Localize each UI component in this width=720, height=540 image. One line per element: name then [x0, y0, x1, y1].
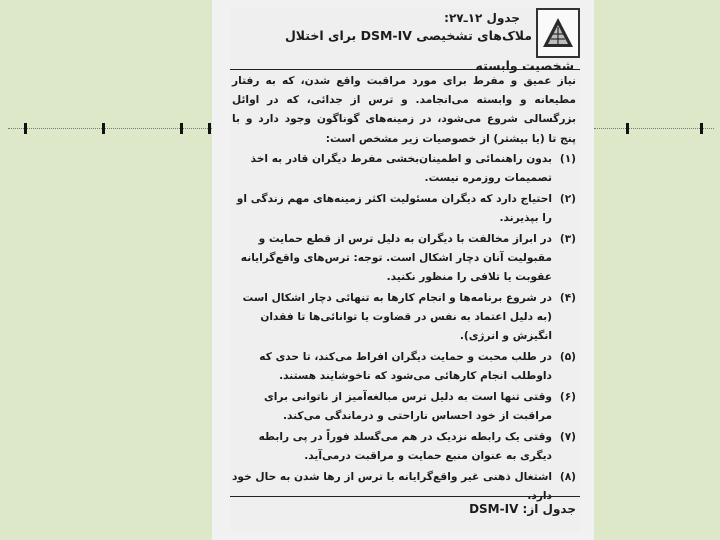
- logo-box: [536, 8, 580, 58]
- item-number: (۲): [559, 193, 576, 205]
- item-text: بدون راهنمائی و اطمینان‌بخشی مفرط دیگران قادر به اخذ تصمیمات روزمره نیست.: [250, 153, 552, 184]
- scanned-table: [230, 8, 580, 532]
- rule-marker: [102, 123, 105, 134]
- item-number: (۸): [559, 471, 576, 483]
- item-number: (۵): [559, 351, 576, 363]
- rule-marker: [180, 123, 183, 134]
- item-text: وقتی تنها است به دلیل ترس مبالغه‌آمیز از ناتوانی برای مراقبت از خود احساس ناراحتی و درماندگی می‌کند.: [264, 391, 552, 422]
- rule-marker: [700, 123, 703, 134]
- item-text: در ابراز مخالفت با دیگران به دلیل ترس از قطع حمایت و مقبولیت آنان دچار اشکال است. توجه: ترس‌های واقع‌گرایانه عقوبت یا تلافی را منظور نکنید.: [240, 233, 552, 283]
- item-text: در شروع برنامه‌ها و انجام کارها به تنهائی دچار اشکال است (به دلیل اعتماد به نفس در قضاوت یا توانائی‌ها تا فقدان انگیزش و انرژی).: [242, 292, 552, 342]
- triangle-emblem-icon: [541, 16, 575, 50]
- rule-marker: [626, 123, 629, 134]
- list-item: [232, 230, 576, 287]
- title-divider: [230, 69, 580, 70]
- list-item: [232, 289, 576, 346]
- item-text: در طلب محبت و حمایت دیگران افراط می‌کند، تا حدی که داوطلب انجام کارهائی می‌شود که ناخوشایند هستند.: [259, 351, 552, 382]
- right-side-panel: [594, 0, 720, 540]
- list-item: [232, 348, 576, 386]
- list-item: [232, 190, 576, 228]
- list-item: [232, 468, 576, 506]
- table-title-line-2: شخصیت وابسته: [475, 58, 574, 73]
- right-dotted-rule: [594, 128, 714, 130]
- list-item: [232, 150, 576, 188]
- table-source: جدول از: DSM-IV: [469, 502, 576, 516]
- item-text: وقتی یک رابطه نزدیک در هم می‌گسلد فوراً در پی رابطه دیگری به عنوان منبع حمایت و مراقبت درمی‌آید.: [258, 431, 552, 462]
- intro-paragraph: نیاز عمیق و مفرط برای مورد مراقبت واقع شدن، که به رفتار مطیعانه و وابسته می‌انجامد. و ترس از جدائی، که در اوائل بزرگسالی شروع می‌شود، در زمینه‌های گوناگون وجود دارد و با پنج تا (یا بیشتر) از خصوصیات زیر مشخص است:: [232, 75, 576, 145]
- criteria-list: [232, 150, 576, 508]
- item-number: (۱): [559, 153, 576, 165]
- item-text: اشتغال ذهنی غیر واقع‌گرایانه با ترس از رها شدن به حال خود دارد.: [232, 471, 552, 502]
- list-item: [232, 388, 576, 426]
- table-number: جدول ۱۲ـ۲۷:: [444, 11, 520, 25]
- item-number: (۴): [559, 292, 576, 304]
- footer-divider: [230, 496, 580, 497]
- left-side-panel: [0, 0, 212, 540]
- item-number: (۳): [559, 233, 576, 245]
- table-title: ملاک‌های تشخیصی DSM-IV برای اختلال: [284, 28, 532, 43]
- item-number: (۶): [559, 391, 576, 403]
- list-item: [232, 428, 576, 466]
- item-text: احتیاج دارد که دیگران مسئولیت اکثر زمینه‌های مهم زندگی او را بپذیرند.: [236, 193, 552, 224]
- rule-marker: [24, 123, 27, 134]
- rule-marker: [208, 123, 211, 134]
- item-number: (۷): [559, 431, 576, 443]
